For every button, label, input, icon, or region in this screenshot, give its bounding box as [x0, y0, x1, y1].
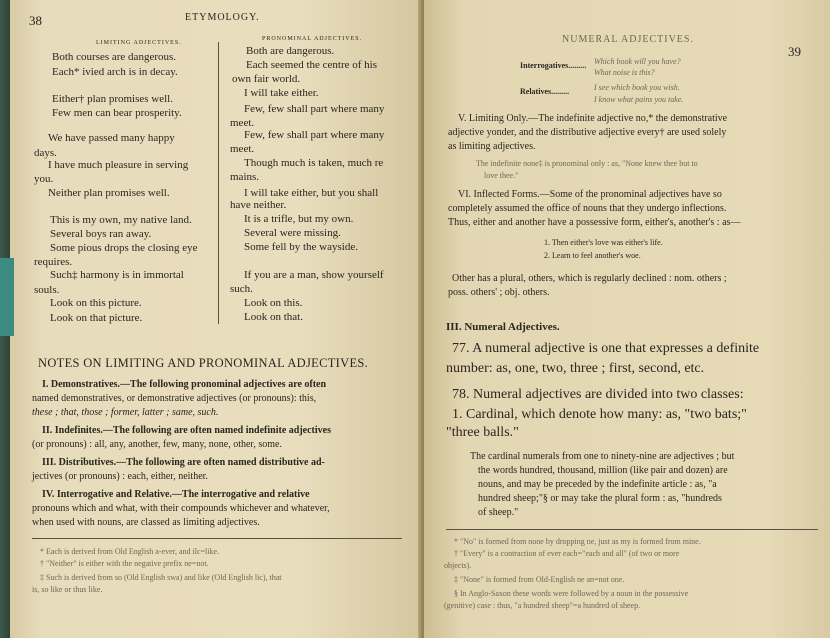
footnote-line: ‡ "None" is formed from Old-English ne an=not one.	[454, 575, 625, 584]
note-line: III. Distributives.—The following are often named distributive ad-	[42, 457, 325, 468]
limiting-example-line: Neither plan promises well.	[48, 187, 170, 199]
pronominal-example-line: mains.	[230, 171, 260, 183]
limiting-example-line: We have passed many happy	[48, 132, 175, 144]
paragraph-77-line: 77. A numeral adjective is one that expresses a definite	[452, 341, 760, 356]
column-divider	[218, 42, 219, 324]
section-vi-line: VI. Inflected Forms.—Some of the pronominal adjectives have so	[458, 189, 722, 200]
limiting-example-line: Each* ivied arch is in decay.	[52, 66, 178, 78]
limiting-example-line: Both courses are dangerous.	[52, 51, 177, 63]
note-line: jectives (or pronouns) : each, either, neither.	[32, 471, 208, 482]
pronominal-example-line: Look on that.	[244, 311, 303, 323]
pronominal-example-line: Look on this.	[244, 297, 303, 309]
pronominal-example-line: Few, few shall part where many	[244, 103, 385, 115]
pronominal-example-line: Some fell by the wayside.	[244, 241, 358, 253]
pronominal-example-line: I will take either.	[244, 87, 319, 99]
limiting-example-line: This is my own, my native land.	[50, 214, 192, 226]
section-vi-tail-line: poss. others' ; obj. others.	[448, 287, 550, 298]
paragraph-78-note-line: nouns, and may be preceded by the indefinite article : as, "a	[478, 479, 717, 490]
relative-example-2: I know what pains you take.	[594, 95, 684, 104]
pronominal-example-line: meet.	[230, 143, 255, 155]
footnote-line: (genitive) case : thus, "a hundred sheep"=a hundred of sheep.	[444, 601, 641, 610]
limiting-example-line: Look on this picture.	[50, 297, 142, 309]
pronominal-example-line: Several were missing.	[244, 227, 341, 239]
note-line: (or pronouns) : all, any, another, few, many, none, other, some.	[32, 439, 282, 450]
pronominal-example-line: such.	[230, 283, 253, 295]
pronominal-example-line: I will take either, but you shall	[244, 187, 379, 199]
numeral-adjectives-heading: III. Numeral Adjectives.	[446, 321, 560, 333]
section-vi-line: completely assumed the office of nouns that they undergo inflections.	[448, 203, 727, 214]
note-line: pronouns which and what, with their compounds whichever and whatever,	[32, 503, 330, 514]
page-number-right: 39	[788, 44, 801, 59]
pronominal-example-line: meet.	[230, 117, 255, 129]
footnote-line: objects).	[444, 561, 472, 570]
section-vi-tail-line: Other has a plural, others, which is regularly declined : nom. others ;	[452, 273, 727, 284]
pronominal-example-line: It is a trifle, but my own.	[244, 213, 354, 225]
notes-heading: NOTES ON LIMITING AND PRONOMINAL ADJECTIVES.	[38, 356, 369, 370]
footnote-line: † "Neither" is either with the negative prefix ne=not.	[40, 559, 209, 568]
pronominal-example-line: have neither.	[230, 199, 287, 211]
note-line: when used with nouns, are classed as limiting adjectives.	[32, 517, 260, 528]
limiting-example-line: Look on that picture.	[50, 312, 143, 324]
paragraph-78-note-line: the words hundred, thousand, million (like pair and dozen) are	[478, 465, 728, 476]
bookmark-tab	[0, 258, 14, 336]
pronominal-example-line: Few, few shall part where many	[244, 129, 385, 141]
section-v-line: V. Limiting Only.—The indefinite adjective no,* the demonstrative	[458, 113, 728, 124]
paragraph-78-note-line: hundred sheep;"§ or may take the plural form : as, "hundreds	[478, 493, 722, 504]
footnote-line: ‡ Such is derived from so (Old English swa) and like (Old English lic), that	[40, 573, 282, 582]
paragraph-78-note-line: of sheep."	[478, 507, 519, 518]
limiting-example-line: Several boys ran away.	[50, 228, 152, 240]
column-head-pronominal: PRONOMINAL ADJECTIVES.	[262, 36, 363, 42]
paragraph-78-note-line: The cardinal numerals from one to ninety-nine are adjectives ; but	[470, 451, 735, 462]
paragraph-78-line: 1. Cardinal, which denote how many: as, "two bats;"	[452, 407, 747, 422]
section-v-line: adjective yonder, and the distributive adjective every† are used solely	[448, 127, 727, 138]
pronominal-example-line: own fair world.	[232, 73, 301, 85]
limiting-example-line: I have much pleasure in serving	[48, 159, 189, 171]
limiting-example-line: requires.	[34, 256, 73, 268]
running-head-right: NUMERAL ADJECTIVES.	[562, 34, 694, 45]
interrogative-example-1: Which book will you have?	[594, 57, 681, 66]
interrogatives-label: Interrogatives.........	[520, 61, 587, 70]
note-line: I. Demonstratives.—The following pronominal adjectives are often	[42, 379, 327, 390]
limiting-example-line: Such‡ harmony is in immortal	[50, 269, 184, 281]
limiting-example-line: Some pious drops the closing eye	[50, 242, 198, 254]
paragraph-78-line: "three balls."	[446, 425, 519, 440]
section-vi-line: Thus, either and another have a possessive form, either's, another's : as—	[448, 217, 741, 228]
right-page	[424, 0, 830, 638]
pronominal-example-line: If you are a man, show yourself	[244, 269, 384, 281]
footnote-rule-right	[446, 529, 818, 530]
relatives-label: Relatives.........	[520, 87, 570, 96]
page-number-left: 38	[29, 13, 42, 28]
section-v-note-line: The indefinite none‡ is pronominal only : as, "None knew thee but to	[476, 159, 698, 168]
running-head-left: ETYMOLOGY.	[185, 12, 260, 23]
footnote-rule-left	[32, 538, 402, 539]
note-line: IV. Interrogative and Relative.—The interrogative and relative	[42, 489, 310, 500]
limiting-example-line: you.	[34, 173, 54, 185]
footnote-line: is, so like or thus like.	[32, 585, 103, 594]
limiting-example-line: Few men can bear prosperity.	[52, 107, 182, 119]
note-line: named demonstratives, or demonstrative adjectives (or pronouns): this,	[32, 393, 317, 404]
footnote-line: * "No" is formed from none by dropping ne, just as my is formed from mine.	[454, 537, 701, 546]
limiting-example-line: souls.	[34, 284, 60, 296]
footnote-line: § In Anglo-Saxon these words were followed by a noun in the possessive	[454, 589, 689, 598]
note-line: these ; that, those ; former, latter ; same, such.	[32, 407, 219, 418]
section-v-line: as limiting adjectives.	[448, 141, 536, 152]
paragraph-77-line: number: as, one, two, three ; first, second, etc.	[446, 361, 705, 376]
footnote-line: * Each is derived from Old English a-ever, and ilc=like.	[40, 547, 220, 556]
section-vi-example: 2. Learn to feel another's woe.	[544, 251, 641, 260]
relative-example-1: I see which book you wish.	[594, 83, 680, 92]
paragraph-78-line: 78. Numeral adjectives are divided into two classes:	[452, 387, 744, 402]
pronominal-example-line: Each seemed the centre of his	[246, 59, 378, 71]
pronominal-example-line: Both are dangerous.	[246, 45, 335, 57]
footnote-line: † "Every" is a contraction of ever each="each and all" (of two or more	[454, 549, 680, 558]
limiting-example-line: days.	[34, 147, 57, 159]
section-v-note-line: love thee."	[484, 171, 519, 180]
section-vi-example: 1. Then either's love was either's life.	[544, 238, 663, 247]
interrogative-example-2: What noise is this?	[594, 68, 655, 77]
column-head-limiting: LIMITING ADJECTIVES.	[96, 40, 182, 46]
limiting-example-line: Either† plan promises well.	[52, 93, 173, 105]
note-line: II. Indefinites.—The following are often named indefinite adjectives	[42, 425, 331, 436]
left-page	[10, 0, 422, 638]
pronominal-example-line: Though much is taken, much re	[244, 157, 384, 169]
